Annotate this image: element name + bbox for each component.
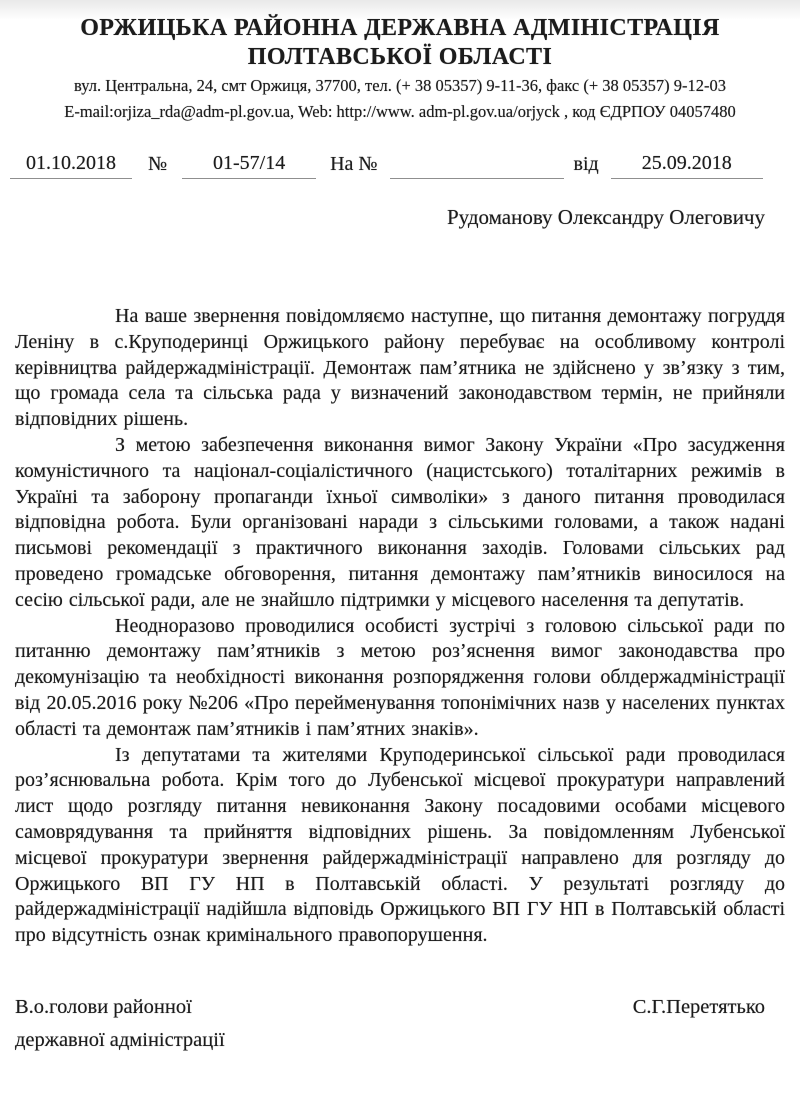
reply-to-label: На № <box>330 153 378 175</box>
reply-date-field: 25.09.2018 <box>611 150 763 179</box>
body-paragraph: Неодноразово проводилися особисті зустрічі з головою сільської ради по питанню демонтажу пам’ятників з метою роз’яснення вимог законодавства про декомунізацію та необхідності виконання розпорядження голови облдержадміністрації від 20.05.2016 року №206 «Про перейменування топонімічних назв у населених пунктах області та демонтаж пам’ятників і пам’ятних знаків». <box>15 614 785 740</box>
signature-position-line2: державної адміністрації <box>15 1028 225 1051</box>
reply-number-field <box>390 176 564 179</box>
letter-body <box>15 304 785 949</box>
signature-position <box>15 991 225 1057</box>
reference-row <box>15 150 785 179</box>
addressee: Рудоманову Олександру Олеговичу <box>446 205 765 229</box>
signature-name: С.Г.Перетятько <box>632 995 765 1018</box>
body-paragraph: На ваше звернення повідомляємо наступне, що питання демонтажу погруддя Леніну в с.Круподеринці Оржицького району перебуває на особливому контролі керівництва райдержадміністрації. Демонтаж пам’ятника не здійснено у зв’язку з тим, що громада села та сільська рада у визначений законодавством термін, не прийняли відповідних рішень. <box>15 305 785 431</box>
org-contacts: E-mail:orjiza_rda@adm-pl.gov.ua, Web: http://www. adm-pl.gov.ua/orjyck , код ЄДРПОУ 04057480 <box>64 102 736 121</box>
org-name-line2: ПОЛТАВСЬКОЇ ОБЛАСТІ <box>247 44 553 70</box>
org-name-line1: ОРЖИЦЬКА РАЙОННА ДЕРЖАВНА АДМІНІСТРАЦІЯ <box>80 15 720 41</box>
org-address: вул. Центральна, 24, смт Оржиця, 37700, тел. (+ 38 05357) 9-11-36, факс (+ 38 05357) 9-12-03 <box>73 76 727 95</box>
body-paragraph: Із депутатами та жителями Круподеринської сільської ради проводилася роз’яснювальна робота. Крім того до Лубенської місцевої прокуратури направлений лист щодо розгляду питання невиконання Закону посадовими особами місцевого самоврядування та прийняття відповідних рішень. За повідомленням Лубенської місцевої прокуратури звернення райдержадміністрації направлено для розгляду до Оржицького ВП ГУ НП в Полтавській області. У результаті розгляду до райдержадміністрації надійшла відповідь Оржицького ВП ГУ НП в Полтавській області про відсутність ознак кримінального правопорушення. <box>15 743 785 947</box>
doc-date-field: 01.10.2018 <box>10 150 132 179</box>
signature-position-line1: В.о.голови районної <box>15 995 192 1018</box>
reply-from-label: від <box>573 153 599 175</box>
doc-number-field: 01-57/14 <box>182 150 316 179</box>
doc-number-label: № <box>148 153 168 175</box>
signature-block <box>15 991 785 1057</box>
letterhead <box>15 14 785 124</box>
body-paragraph: З метою забезпечення виконання вимог Закону України «Про засудження комуністичного та націонал-соціалістичного (нацистського) тоталітарних режимів в Україні та заборону пропаганди їхньої символіки» з даного питання проводилася відповідна робота. Були організовані наради з сільськими головами, а також надані письмові рекомендації з практичного виконання заходів. Головами сільських рад проведено громадське обговорення, питання демонтажу пам’ятників виносилося на сесію сільської ради, але не знайшло підтримки у місцевого населення та депутатів. <box>15 433 785 611</box>
